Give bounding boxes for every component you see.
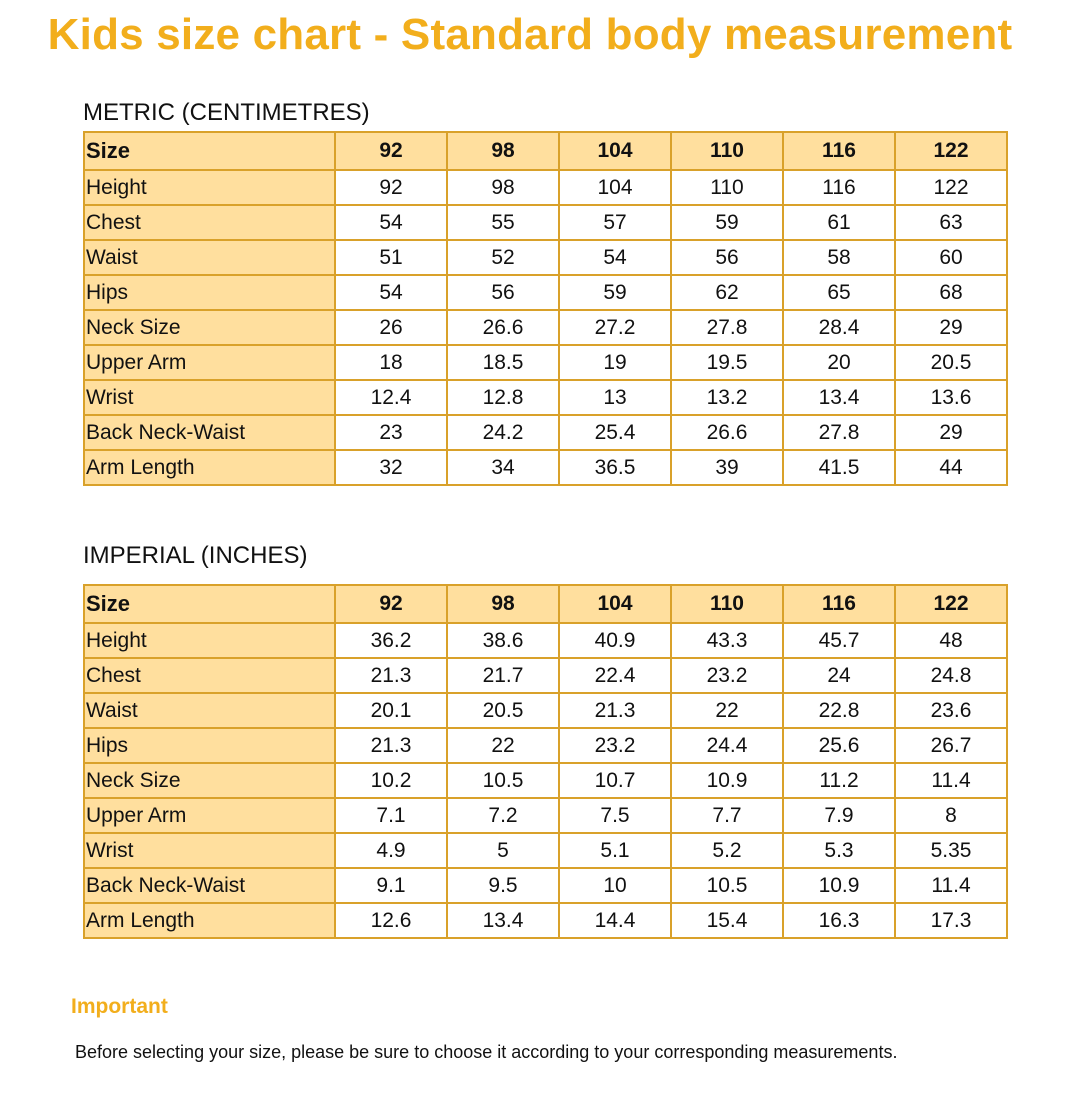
measurement-value: 25.6 bbox=[783, 728, 895, 763]
table-row bbox=[84, 205, 1007, 240]
measurement-value: 5.1 bbox=[559, 833, 671, 868]
measurement-value: 10.7 bbox=[559, 763, 671, 798]
measurement-label: Chest bbox=[84, 658, 335, 693]
table-header-row bbox=[84, 132, 1007, 170]
table-header-row bbox=[84, 585, 1007, 623]
measurement-value: 17.3 bbox=[895, 903, 1007, 938]
measurement-value: 5.3 bbox=[783, 833, 895, 868]
measurement-value: 7.1 bbox=[335, 798, 447, 833]
table-row bbox=[84, 450, 1007, 485]
measurement-label: Arm Length bbox=[84, 903, 335, 938]
measurement-value: 26.6 bbox=[671, 415, 783, 450]
table-row bbox=[84, 275, 1007, 310]
measurement-value: 22 bbox=[447, 728, 559, 763]
measurement-label: Height bbox=[84, 170, 335, 205]
measurement-value: 10.5 bbox=[447, 763, 559, 798]
measurement-value: 12.4 bbox=[335, 380, 447, 415]
measurement-value: 7.5 bbox=[559, 798, 671, 833]
measurement-value: 27.2 bbox=[559, 310, 671, 345]
measurement-value: 21.7 bbox=[447, 658, 559, 693]
measurement-value: 62 bbox=[671, 275, 783, 310]
measurement-value: 40.9 bbox=[559, 623, 671, 658]
measurement-value: 52 bbox=[447, 240, 559, 275]
measurement-value: 15.4 bbox=[671, 903, 783, 938]
measurement-value: 54 bbox=[335, 205, 447, 240]
measurement-value: 18.5 bbox=[447, 345, 559, 380]
measurement-value: 61 bbox=[783, 205, 895, 240]
measurement-value: 45.7 bbox=[783, 623, 895, 658]
measurement-value: 36.5 bbox=[559, 450, 671, 485]
measurement-value: 38.6 bbox=[447, 623, 559, 658]
measurement-value: 32 bbox=[335, 450, 447, 485]
measurement-value: 26.6 bbox=[447, 310, 559, 345]
measurement-label: Back Neck-Waist bbox=[84, 415, 335, 450]
measurement-value: 98 bbox=[447, 170, 559, 205]
measurement-value: 48 bbox=[895, 623, 1007, 658]
imperial-size-table bbox=[83, 584, 1008, 939]
measurement-value: 13 bbox=[559, 380, 671, 415]
measurement-label: Wrist bbox=[84, 380, 335, 415]
measurement-value: 54 bbox=[559, 240, 671, 275]
size-column-header: 98 bbox=[447, 585, 559, 623]
measurement-value: 7.9 bbox=[783, 798, 895, 833]
measurement-value: 51 bbox=[335, 240, 447, 275]
measurement-value: 25.4 bbox=[559, 415, 671, 450]
measurement-value: 23.6 bbox=[895, 693, 1007, 728]
table-row bbox=[84, 693, 1007, 728]
size-column-header: 116 bbox=[783, 585, 895, 623]
measurement-value: 20 bbox=[783, 345, 895, 380]
table-row bbox=[84, 310, 1007, 345]
measurement-value: 60 bbox=[895, 240, 1007, 275]
measurement-value: 10 bbox=[559, 868, 671, 903]
measurement-value: 18 bbox=[335, 345, 447, 380]
measurement-value: 56 bbox=[671, 240, 783, 275]
imperial-section-heading: IMPERIAL (INCHES) bbox=[83, 542, 308, 569]
measurement-value: 24 bbox=[783, 658, 895, 693]
size-column-header: 98 bbox=[447, 132, 559, 170]
measurement-value: 11.2 bbox=[783, 763, 895, 798]
measurement-value: 20.5 bbox=[447, 693, 559, 728]
measurement-value: 24.2 bbox=[447, 415, 559, 450]
measurement-value: 116 bbox=[783, 170, 895, 205]
measurement-value: 122 bbox=[895, 170, 1007, 205]
measurement-value: 54 bbox=[335, 275, 447, 310]
size-header-label: Size bbox=[84, 585, 335, 623]
measurement-value: 12.8 bbox=[447, 380, 559, 415]
measurement-label: Waist bbox=[84, 240, 335, 275]
size-column-header: 122 bbox=[895, 585, 1007, 623]
measurement-value: 22 bbox=[671, 693, 783, 728]
measurement-value: 12.6 bbox=[335, 903, 447, 938]
measurement-value: 23.2 bbox=[559, 728, 671, 763]
measurement-value: 22.4 bbox=[559, 658, 671, 693]
measurement-value: 104 bbox=[559, 170, 671, 205]
table-row bbox=[84, 833, 1007, 868]
measurement-value: 10.5 bbox=[671, 868, 783, 903]
measurement-value: 24.4 bbox=[671, 728, 783, 763]
measurement-value: 13.6 bbox=[895, 380, 1007, 415]
measurement-value: 27.8 bbox=[783, 415, 895, 450]
measurement-value: 23.2 bbox=[671, 658, 783, 693]
table-row bbox=[84, 380, 1007, 415]
measurement-label: Arm Length bbox=[84, 450, 335, 485]
measurement-value: 21.3 bbox=[335, 658, 447, 693]
measurement-value: 5.35 bbox=[895, 833, 1007, 868]
measurement-value: 10.9 bbox=[671, 763, 783, 798]
table-row bbox=[84, 763, 1007, 798]
table-row bbox=[84, 345, 1007, 380]
measurement-value: 44 bbox=[895, 450, 1007, 485]
measurement-value: 16.3 bbox=[783, 903, 895, 938]
measurement-value: 14.4 bbox=[559, 903, 671, 938]
measurement-value: 9.5 bbox=[447, 868, 559, 903]
measurement-value: 36.2 bbox=[335, 623, 447, 658]
measurement-value: 13.2 bbox=[671, 380, 783, 415]
measurement-value: 55 bbox=[447, 205, 559, 240]
measurement-value: 9.1 bbox=[335, 868, 447, 903]
measurement-value: 10.9 bbox=[783, 868, 895, 903]
size-column-header: 92 bbox=[335, 132, 447, 170]
size-column-header: 110 bbox=[671, 132, 783, 170]
measurement-label: Height bbox=[84, 623, 335, 658]
measurement-value: 26.7 bbox=[895, 728, 1007, 763]
important-label: Important bbox=[71, 995, 168, 1018]
measurement-value: 22.8 bbox=[783, 693, 895, 728]
size-column-header: 110 bbox=[671, 585, 783, 623]
measurement-label: Hips bbox=[84, 275, 335, 310]
metric-size-table bbox=[83, 131, 1008, 486]
measurement-value: 7.7 bbox=[671, 798, 783, 833]
measurement-value: 58 bbox=[783, 240, 895, 275]
measurement-label: Chest bbox=[84, 205, 335, 240]
measurement-label: Neck Size bbox=[84, 310, 335, 345]
measurement-label: Upper Arm bbox=[84, 798, 335, 833]
measurement-value: 57 bbox=[559, 205, 671, 240]
measurement-value: 29 bbox=[895, 415, 1007, 450]
table-row bbox=[84, 868, 1007, 903]
size-header-label: Size bbox=[84, 132, 335, 170]
measurement-value: 19 bbox=[559, 345, 671, 380]
size-column-header: 116 bbox=[783, 132, 895, 170]
measurement-value: 65 bbox=[783, 275, 895, 310]
measurement-value: 11.4 bbox=[895, 868, 1007, 903]
measurement-value: 68 bbox=[895, 275, 1007, 310]
measurement-value: 27.8 bbox=[671, 310, 783, 345]
metric-section-heading: METRIC (CENTIMETRES) bbox=[83, 99, 370, 126]
measurement-value: 20.1 bbox=[335, 693, 447, 728]
measurement-value: 23 bbox=[335, 415, 447, 450]
measurement-value: 34 bbox=[447, 450, 559, 485]
measurement-value: 13.4 bbox=[447, 903, 559, 938]
measurement-value: 8 bbox=[895, 798, 1007, 833]
measurement-value: 56 bbox=[447, 275, 559, 310]
measurement-value: 28.4 bbox=[783, 310, 895, 345]
table-row bbox=[84, 623, 1007, 658]
table-row bbox=[84, 415, 1007, 450]
table-row bbox=[84, 728, 1007, 763]
measurement-value: 41.5 bbox=[783, 450, 895, 485]
measurement-label: Back Neck-Waist bbox=[84, 868, 335, 903]
measurement-label: Wrist bbox=[84, 833, 335, 868]
measurement-value: 11.4 bbox=[895, 763, 1007, 798]
size-column-header: 104 bbox=[559, 585, 671, 623]
measurement-value: 5.2 bbox=[671, 833, 783, 868]
measurement-label: Waist bbox=[84, 693, 335, 728]
measurement-value: 110 bbox=[671, 170, 783, 205]
measurement-value: 5 bbox=[447, 833, 559, 868]
measurement-value: 29 bbox=[895, 310, 1007, 345]
size-column-header: 122 bbox=[895, 132, 1007, 170]
table-row bbox=[84, 240, 1007, 275]
measurement-value: 59 bbox=[671, 205, 783, 240]
measurement-value: 24.8 bbox=[895, 658, 1007, 693]
measurement-value: 21.3 bbox=[559, 693, 671, 728]
table-row bbox=[84, 170, 1007, 205]
measurement-value: 4.9 bbox=[335, 833, 447, 868]
page-title: Kids size chart - Standard body measurement bbox=[47, 10, 1013, 59]
table-row bbox=[84, 658, 1007, 693]
table-row bbox=[84, 798, 1007, 833]
measurement-value: 39 bbox=[671, 450, 783, 485]
size-column-header: 104 bbox=[559, 132, 671, 170]
measurement-value: 92 bbox=[335, 170, 447, 205]
measurement-label: Hips bbox=[84, 728, 335, 763]
measurement-value: 59 bbox=[559, 275, 671, 310]
important-note: Before selecting your size, please be sure to choose it according to your corresponding measurements. bbox=[75, 1042, 898, 1062]
measurement-value: 20.5 bbox=[895, 345, 1007, 380]
measurement-label: Neck Size bbox=[84, 763, 335, 798]
measurement-value: 26 bbox=[335, 310, 447, 345]
measurement-label: Upper Arm bbox=[84, 345, 335, 380]
size-column-header: 92 bbox=[335, 585, 447, 623]
measurement-value: 43.3 bbox=[671, 623, 783, 658]
table-row bbox=[84, 903, 1007, 938]
measurement-value: 7.2 bbox=[447, 798, 559, 833]
measurement-value: 21.3 bbox=[335, 728, 447, 763]
measurement-value: 10.2 bbox=[335, 763, 447, 798]
measurement-value: 19.5 bbox=[671, 345, 783, 380]
measurement-value: 13.4 bbox=[783, 380, 895, 415]
measurement-value: 63 bbox=[895, 205, 1007, 240]
